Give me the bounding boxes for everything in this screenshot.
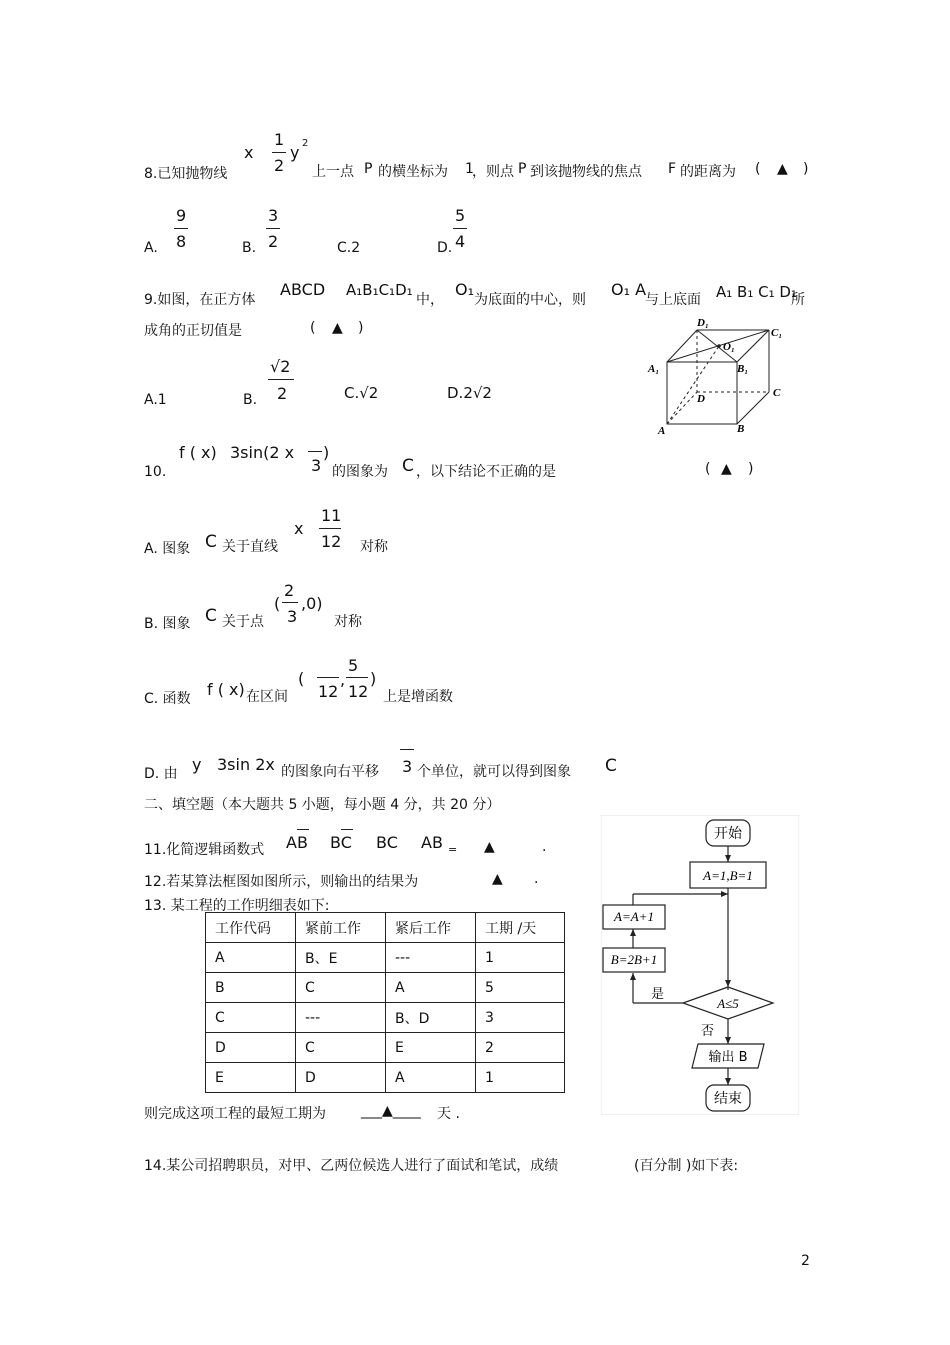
q8-x: x [244,143,254,162]
q9-prefix: 9.如图，在正方体 [144,292,256,308]
q10-c-num2: 5 [348,656,359,675]
cube-label-d1: D₁ [697,317,709,329]
q9-opt-b-num: √2 [270,357,291,376]
table-row [206,1033,565,1063]
q10-b-num: 2 [284,581,295,600]
q11-eq: = [448,843,458,856]
q10-c-func: f ( x) [207,680,245,699]
q10-expr: 3sin(2 x [230,443,295,462]
cube-figure [645,312,795,437]
q8-p2: P [518,161,527,177]
q10-d-bar [400,749,414,750]
q8-opt-b-den: 2 [268,232,279,251]
page-number: 2 [801,1253,810,1269]
q10-paren-r: ) [748,461,754,477]
q8-y: y [290,143,300,162]
work-table [205,912,565,1093]
table-header: 紧前工作 [296,913,386,943]
q10-text2: ，以下结论不正确的是 [416,464,556,480]
table-cell: --- [386,943,476,973]
q9-opt-a: A.1 [144,392,167,408]
cube-label-b: B [737,423,745,435]
table-cell: --- [296,1003,386,1033]
q10-a-c: C [205,532,217,552]
table-cell: B [206,973,296,1003]
q10-d-y: y [192,755,202,774]
q10-a-end: 对称 [360,539,388,555]
q9-a1b1c1d1: A₁B₁C₁D₁ [346,281,413,299]
q11-end: . [542,839,547,855]
q8-opt-b-bar [266,228,280,229]
table-row [206,943,565,973]
flow-init: A=1,B=1 [703,868,753,883]
table-cell: C [296,973,386,1003]
flow-end: 结束 [714,1091,742,1107]
q8-paren-r: ) [803,161,809,177]
flow-start: 开始 [714,826,742,842]
q11-prefix: 11.化简逻辑函数式 [144,842,265,858]
q9-opt-d: D.2√2 [447,384,492,402]
q10-num: 10. [144,464,167,480]
q10-c-den1: 12 [318,682,339,701]
table-row [206,973,565,1003]
q10-b-open: ( [274,594,281,613]
table-header: 紧后工作 [386,913,476,943]
q9-text2: 为底面的中心，则 [474,292,586,308]
q10-pi-den: 3 [311,456,322,475]
q10-c-bar1 [317,677,339,678]
q8-p: P [364,161,373,177]
q8-opt-a-den: 8 [176,232,187,251]
q13-tail: 则完成这项工程的最短工期为 [144,1106,326,1122]
q8-opt-c: C.2 [337,240,361,256]
q9-o1: O₁ [455,280,475,299]
q13-answer-blank: ___▲____ [361,1103,421,1119]
flowchart-figure [601,815,799,1115]
table-cell: E [206,1063,296,1093]
q8-opt-b-num: 3 [268,206,279,225]
q8-opt-a: A. [144,240,158,256]
q9-o1a: O₁ A [611,280,647,299]
table-cell: B、D [386,1003,476,1033]
q10-b-text: 关于点 [222,614,264,630]
q10-c-comma: , [340,670,346,689]
q9-text3: 与上底面 [645,292,701,308]
q8-exp: 2 [302,138,309,149]
q11-term2: BC [330,833,352,852]
q12-text: 12.若某算法框图如图所示，则输出的结果为 [144,874,419,890]
q10-b-close: ,0) [301,594,323,613]
table-cell: 1 [476,943,565,973]
flow-cond: A≤5 [717,996,739,1011]
q10-a-x: x [294,519,304,538]
q9-zhong: 中， [416,292,444,308]
q10-d-text: 的图象向右平移 [281,764,379,780]
q8-f: F [668,161,677,177]
q8-frac-num: 1 [274,130,285,149]
table-cell: 3 [476,1003,565,1033]
table-cell: A [206,943,296,973]
q8-frac-den: 2 [274,156,285,175]
q8-text2: 的横坐标为 [378,164,448,180]
q8-opt-d: D. [437,240,453,256]
table-cell: C [296,1033,386,1063]
q10-c-close: ) [370,669,377,688]
q10-c-bar2 [346,677,368,678]
q9-suo: 所 [791,292,805,308]
table-cell: 5 [476,973,565,1003]
q8-paren-l: ( [755,161,761,177]
q8-answer-mark: ▲ [777,161,788,177]
flow-yes: 是 [651,987,665,1002]
q8-opt-a-num: 9 [176,206,187,225]
q10-b-den: 3 [287,607,298,626]
q8-opt-d-bar [453,228,467,229]
q10-d-label: D. 由 [144,766,178,782]
q10-func: f ( x) [179,443,217,462]
q10-a-num: 11 [321,506,342,525]
q14-text2: (百分制 )如下表: [634,1158,739,1174]
flow-no: 否 [701,1024,715,1039]
flow-upd-b: B=2B+1 [610,952,658,967]
cube-label-a: A [658,425,666,437]
q10-c: C [402,456,414,476]
q8-prefix: 8.已知抛物线 [144,166,228,182]
q13-text: 13. 某工程的工作明细表如下: [144,898,330,914]
q10-close: ) [323,443,330,462]
q10-c-den2: 12 [348,682,369,701]
table-cell: A [386,1063,476,1093]
q8-text5: 的距离为 [680,164,736,180]
q10-b-c: C [205,606,217,626]
table-cell: C [206,1003,296,1033]
q10-a-den: 12 [321,532,342,551]
table-cell: 1 [476,1063,565,1093]
q11-answer-mark: ▲ [484,839,495,855]
q10-a-bar [319,528,341,529]
q11-overline-c1 [341,829,353,830]
q9-opt-c: C.√2 [344,384,379,402]
q10-a-text: 关于直线 [222,539,278,555]
table-header: 工期 /天 [476,913,565,943]
q9-a1b1c1d1-b: A₁ B₁ C₁ D₁ [716,283,797,301]
q9-answer-mark: ▲ [332,320,343,336]
q8-text4: 到该抛物线的焦点 [530,164,642,180]
q10-answer-mark: ▲ [721,461,732,477]
table-cell: D [206,1033,296,1063]
q9-paren-r: ) [358,320,364,336]
q10-d-expr: 3sin 2x [217,755,275,774]
cube-label-o1: O₁ [723,341,735,353]
q10-b-label: B. 图象 [144,616,191,632]
table-row [206,1063,565,1093]
cube-label-b1: B₁ [737,363,749,375]
q10-c-text: 在区间 [246,689,288,705]
q10-d-c: C [605,756,617,776]
table-cell: A [386,973,476,1003]
q12-answer-mark: ▲ [492,871,503,887]
q10-a-label: A. 图象 [144,541,191,557]
q11-term4: AB [421,833,443,852]
cube-label-a1: A₁ [648,363,660,375]
q8-opt-d-den: 4 [455,232,466,251]
q10-b-end: 对称 [334,614,362,630]
q10-b-bar [282,602,298,603]
q11-term3: BC [376,833,398,852]
q11-overline-b1 [297,829,309,830]
q13-tail-end: 天 . [437,1106,460,1122]
table-cell: 2 [476,1033,565,1063]
q9-opt-b: B. [243,392,258,408]
q14-text: 14.某公司招聘职员，对甲、乙两位候选人进行了面试和笔试，成绩 [144,1158,559,1174]
q9-opt-b-bar [268,379,294,380]
q11-term1: AB [286,833,308,852]
q9-opt-b-den: 2 [277,384,288,403]
table-cell: E [386,1033,476,1063]
q10-paren-l: ( [705,461,711,477]
q8-middle: 上一点 [312,164,354,180]
q8-opt-b: B. [242,240,257,256]
q8-opt-a-bar [174,228,188,229]
q9-paren-l: ( [310,320,316,336]
q12-end: . [534,871,539,887]
section-2-heading: 二、填空题（本大题共 5 小题，每小题 4 分，共 20 分） [144,797,501,813]
q9-line2: 成角的正切值是 [144,323,242,339]
q10-text1: 的图象为 [332,464,388,480]
table-header-row [206,913,565,943]
flow-output: 输出 B [708,1050,748,1065]
cube-label-d: D [697,393,705,405]
q9-abcd: ABCD [280,280,326,299]
q10-c-end: 上是增函数 [383,689,453,705]
q10-d-text2: 个单位，就可以得到图象 [417,764,571,780]
q8-opt-d-num: 5 [455,206,466,225]
cube-label-c1: C₁ [771,327,783,339]
table-header: 工作代码 [206,913,296,943]
flow-inc-a: A=A+1 [614,909,654,924]
q10-pi-bar [308,451,322,452]
q10-c-open: ( [298,669,305,688]
q8-frac-bar [272,152,286,153]
q10-d-den: 3 [402,757,413,776]
q8-one: 1 [465,161,474,177]
table-cell: D [296,1063,386,1093]
table-cell: B、E [296,943,386,973]
q10-c-label: C. 函数 [144,691,191,707]
cube-label-c: C [773,387,781,399]
q8-text3: ，则点 [472,164,514,180]
table-row [206,1003,565,1033]
